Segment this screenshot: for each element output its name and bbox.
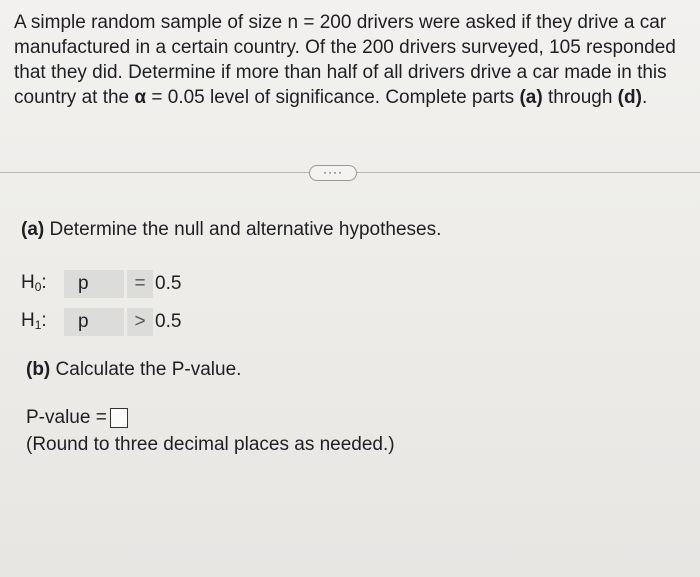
question-text-part: through bbox=[542, 87, 618, 108]
part-b-text: Calculate the P-value. bbox=[50, 359, 242, 380]
h0-parameter-dropdown[interactable]: p bbox=[64, 270, 124, 298]
h0-subscript: 0 bbox=[34, 280, 42, 294]
h1-value: 0.5 bbox=[155, 311, 182, 332]
part-a-heading bbox=[21, 219, 441, 241]
rounding-instruction: (Round to three decimal places as needed.) bbox=[26, 434, 395, 455]
expand-button[interactable]: ···· bbox=[309, 165, 357, 181]
question-text bbox=[14, 10, 686, 110]
pvalue-label: P-value = bbox=[26, 407, 107, 428]
h0-letter: H bbox=[21, 272, 35, 293]
part-a-text: Determine the null and alternative hypotheses. bbox=[44, 219, 442, 240]
h1-subscript: 1 bbox=[34, 318, 42, 332]
h1-letter: H bbox=[21, 310, 35, 331]
h1-operator-dropdown[interactable]: > bbox=[127, 308, 153, 336]
part-a-label: (a) bbox=[21, 219, 45, 240]
question-text-part: . bbox=[641, 87, 648, 108]
h0-operator-dropdown[interactable]: = bbox=[127, 270, 153, 298]
part-b-heading bbox=[26, 359, 241, 381]
part-d-reference: (d) bbox=[617, 87, 642, 108]
pvalue-input[interactable] bbox=[110, 408, 128, 428]
h1-parameter-dropdown[interactable]: p bbox=[64, 308, 124, 336]
question-text-part: A simple random sample of size n = 200 drivers were asked if they drive a car manufactured in a certain country. Of the 200 drivers surveyed, 105 responded that they did. Determine if more than half of all drivers drive a car made in this country at the bbox=[14, 12, 676, 108]
h1-label bbox=[21, 310, 61, 332]
pvalue-line bbox=[26, 407, 128, 429]
alpha-symbol: α bbox=[134, 87, 147, 108]
part-a-reference: (a) bbox=[519, 87, 543, 108]
h0-label bbox=[21, 272, 61, 294]
part-b-label: (b) bbox=[26, 359, 51, 380]
question-text-part: = 0.05 level of significance. Complete parts bbox=[146, 87, 520, 108]
h0-value: 0.5 bbox=[155, 273, 182, 294]
h1-colon: : bbox=[41, 310, 47, 331]
h0-colon: : bbox=[41, 272, 47, 293]
